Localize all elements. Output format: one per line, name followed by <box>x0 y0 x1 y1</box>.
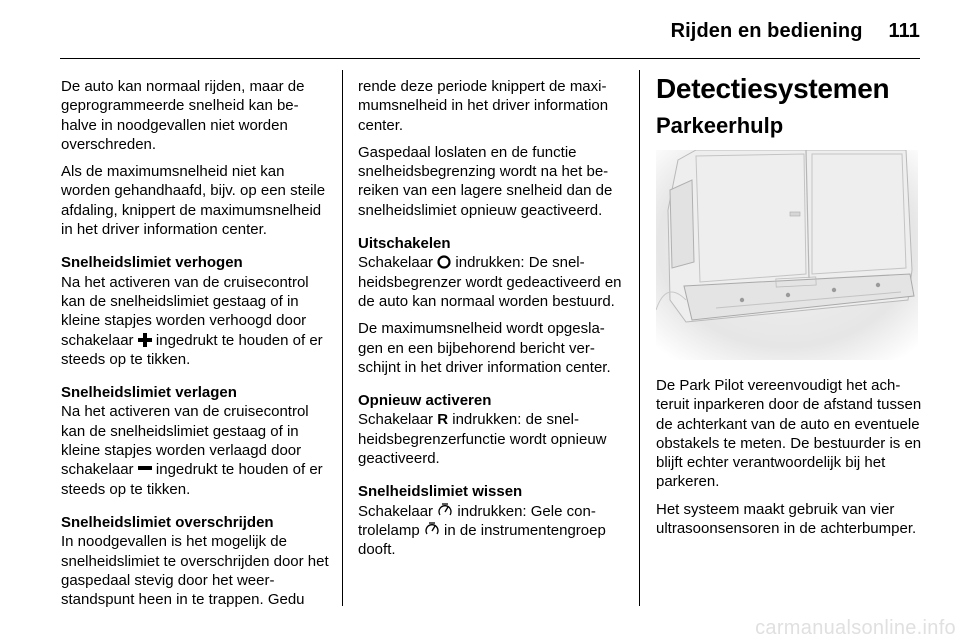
running-title: Rijden en bediening <box>670 20 863 42</box>
column-3 <box>656 72 922 546</box>
speed-limiter-icon <box>424 522 440 537</box>
subheading: Opnieuw activeren <box>358 392 492 410</box>
paragraph: De auto kan normaal rijden, maar de geprogrammeerde snelheid kan behalve in noodgevallen niet worden overschreden. <box>61 78 305 153</box>
paragraph: Na het activeren van de cruisecontrol kan de snelheidslimiet gestaag of in kleine stapjes worden verhoogd door schakelaar ingedrukt te houden of er steeds op te tikken. <box>61 273 323 368</box>
paragraph: De maximumsnelheid wordt opgeslagen en een bijbehorend bericht verschijnt in het driver information center. <box>358 320 611 376</box>
subheading: Snelheidslimiet overschrijden <box>61 513 274 531</box>
paragraph: Schakelaar indrukken: Gele controlelamp in de instrumentengroep dooft. <box>358 502 606 559</box>
subheading: Snelheidslimiet verhogen <box>61 254 243 272</box>
column-2 <box>358 77 624 568</box>
column-divider-1 <box>342 70 343 606</box>
paragraph: Na het activeren van de cruisecontrol kan de snelheidslimiet gestaag of in kleine stapjes worden verlaagd door schakelaar ingedrukt te houden of er steeds op te tikken. <box>61 403 323 498</box>
column-1 <box>61 77 329 617</box>
circle-icon <box>437 255 451 269</box>
subsection-title: Parkeerhulp <box>656 113 784 138</box>
column-divider-2 <box>639 70 640 606</box>
paragraph: Schakelaar indrukken: De snelheidsbegrenzer wordt gedeactiveerd en de auto kan normaal worden bestuurd. <box>358 254 622 310</box>
paragraph: Als de maximumsnelheid niet kan worden gehandhaafd, bijv. op een steile afdaling, knippert de maximumsnelheid in het driver information center. <box>61 163 326 239</box>
paragraph: Schakelaar R indrukken: de snelheidsbegrenzerfunctie wordt opnieuw geactiveerd. <box>358 411 607 468</box>
paragraph: Gaspedaal loslaten en de functie snelheidsbegrenzing wordt na het bereiken van een lagere snelheid dan de snelheidslimiet opnieuw geactiveerd. <box>358 143 613 219</box>
minus-icon <box>138 462 152 476</box>
paragraph: De Park Pilot vereenvoudigt het achteruit inparkeren door de afstand tussen de achterkant van de auto en eventuele obstakels te meten. De bestuurder is en blijft echter verantwoordelijk bij het parkeren. <box>656 377 922 491</box>
rear-bumper-sensors-illustration <box>656 150 918 360</box>
section-title: Detectiesystemen <box>656 73 890 104</box>
watermark: carmanualsonline.info <box>755 617 956 639</box>
paragraph: rende deze periode knippert de maximumsnelheid in het driver information center. <box>358 78 609 134</box>
paragraph: Het systeem maakt gebruik van vier ultrasoonsensoren in de achterbumper. <box>656 500 917 538</box>
subheading: Snelheidslimiet wissen <box>358 483 523 501</box>
plus-icon <box>138 333 152 347</box>
page-header <box>671 20 920 43</box>
speed-limiter-icon <box>437 503 453 518</box>
paragraph: In noodgevallen is het mogelijk de snelheidslimiet te overschrijden door het gaspedaal stevig door het weerstandspunt heen in te trappen. Gedu <box>61 533 329 609</box>
subheading: Snelheidslimiet verlagen <box>61 384 237 402</box>
page-number: 111 <box>888 20 920 42</box>
key-r: R <box>437 411 449 429</box>
header-rule <box>60 58 920 59</box>
subheading: Uitschakelen <box>358 235 451 253</box>
